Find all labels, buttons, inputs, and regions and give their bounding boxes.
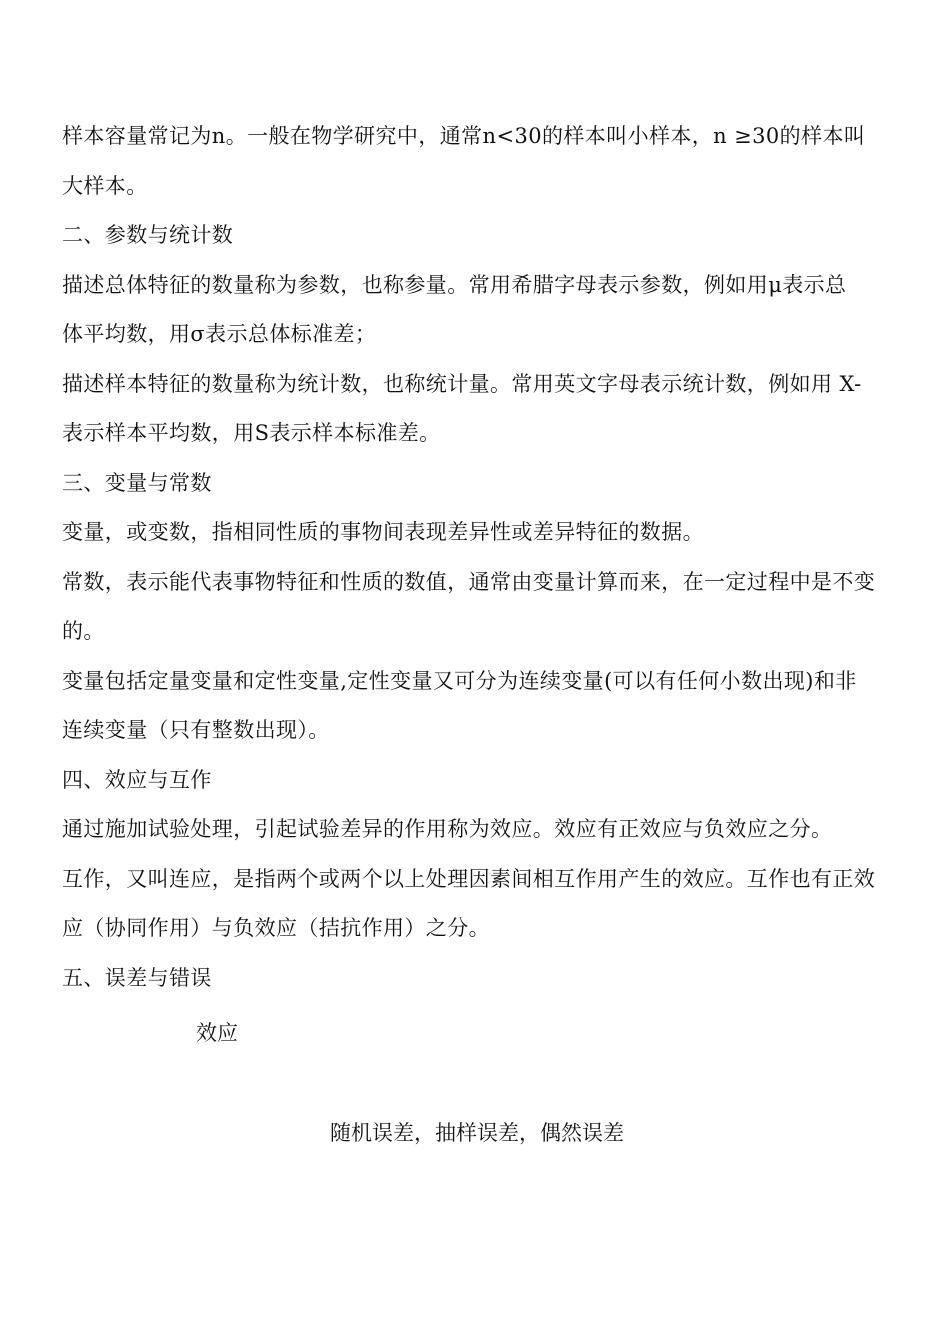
document-body	[62, 112, 900, 1003]
paragraph-line: 描述样本特征的数量称为统计数，也称统计量。常用英文字母表示统计数，例如用 X-	[62, 371, 862, 396]
paragraph-line: 大样本。	[62, 173, 148, 198]
paragraph-line: 应（协同作用）与负效应（拮抗作用）之分。	[62, 916, 490, 940]
paragraph-line: 常数，表示能代表事物特征和性质的数值，通常由变量计算而来，在一定过程中是不变	[62, 569, 876, 594]
paragraph-line: 描述总体特征的数量称为参数，也称参量。常用希腊字母表示参数，例如用μ表示总	[62, 272, 847, 297]
section-heading-parameters: 二、参数与统计数	[62, 223, 234, 247]
paragraph-line: 互作，又叫连应，是指两个或两个以上处理因素间相互作用产生的效应。互作也有正效	[62, 866, 876, 891]
paragraph-line: 连续变量（只有整数出现）。	[62, 718, 330, 742]
paragraph-line: 通过施加试验处理，引起试验差异的作用称为效应。效应有正效应与负效应之分。	[62, 817, 833, 841]
diagram-label-random-error: 随机误差，抽样误差，偶然误差	[330, 1121, 624, 1145]
paragraph-line: 的。	[62, 619, 105, 643]
diagram-label-effect: 效应	[196, 1021, 238, 1045]
paragraph-line: 变量，或变数，指相同性质的事物间表现差异性或差异特征的数据。	[62, 520, 704, 544]
section-heading-effects: 四、效应与互作	[62, 767, 212, 792]
section-heading-errors: 五、误差与错误	[62, 965, 212, 990]
paragraph-line: 变量包括定量变量和定性变量,定性变量又可分为连续变量(可以有任何小数出现)和非	[62, 668, 857, 693]
paragraph-line: 表示样本平均数，用S表示样本标准差。	[62, 421, 441, 445]
section-heading-variables: 三、变量与常数	[62, 470, 212, 495]
paragraph-line: 体平均数，用σ表示总体标准差；	[62, 322, 377, 346]
paragraph-line: 样本容量常记为n。一般在物学研究中，通常n<30的样本叫小样本，n ≥30的样本叫	[62, 124, 866, 148]
